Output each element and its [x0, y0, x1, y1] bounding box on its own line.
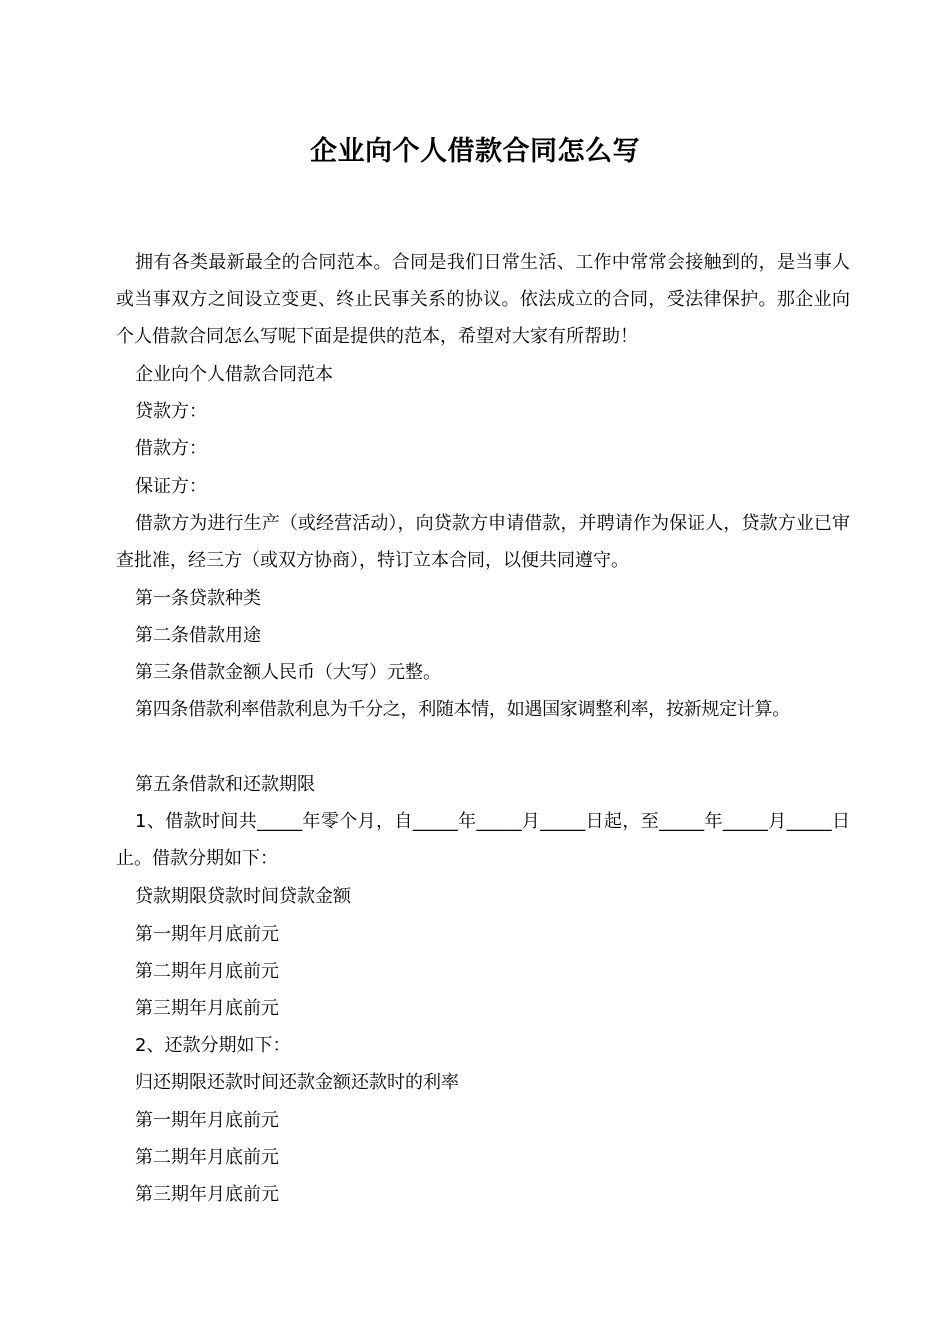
repay-schedule-header: 归还期限还款时间还款金额还款时的利率	[135, 1072, 459, 1093]
repay-schedule-row: 第三期年月底前元	[135, 1184, 279, 1205]
article-4: 第四条借款利率借款利息为千分之，利随本情，如遇国家调整利率，按新规定计算。	[135, 699, 790, 720]
loan-schedule-header: 贷款期限贷款时间贷款金额	[135, 886, 351, 907]
loan-schedule-row: 第三期年月底前元	[135, 998, 279, 1019]
repay-schedule-row: 第一期年月底前元	[135, 1110, 279, 1131]
article-5: 第五条借款和还款期限	[135, 774, 315, 795]
loan-schedule-row: 第二期年月底前元	[135, 961, 279, 982]
guarantor-line: 保证方：	[135, 476, 207, 497]
item-1-paragraph: 1、借款时间共_____年零个月，自_____年_____月_____日起，至_____年_____月_____日止。借款分期如下：	[116, 811, 850, 869]
article-3: 第三条借款金额人民币（大写）元整。	[135, 662, 441, 683]
loan-schedule-row: 第一期年月底前元	[135, 924, 279, 945]
document-title: 企业向个人借款合同怎么写	[310, 136, 640, 167]
sample-title: 企业向个人借款合同范本	[135, 364, 333, 385]
article-1: 第一条贷款种类	[135, 588, 261, 609]
item-2-line: 2、还款分期如下：	[135, 1035, 291, 1056]
article-2: 第二条借款用途	[135, 625, 261, 646]
lender-line: 贷款方：	[135, 401, 207, 422]
intro-paragraph: 拥有各类最新最全的合同范本。合同是我们日常生活、工作中常常会接触到的，是当事人或当事双方之间设立变更、终止民事关系的协议。依法成立的合同，受法律保护。那企业向个人借款合同怎么写呢下面是提供的范本，希望对大家有所帮助！	[116, 252, 850, 347]
repay-schedule-row: 第二期年月底前元	[135, 1147, 279, 1168]
borrower-line: 借款方：	[135, 438, 207, 459]
preamble-paragraph: 借款方为进行生产（或经营活动），向贷款方申请借款，并聘请作为保证人，贷款方业已审查批准，经三方（或双方协商），特订立本合同，以便共同遵守。	[116, 513, 850, 571]
